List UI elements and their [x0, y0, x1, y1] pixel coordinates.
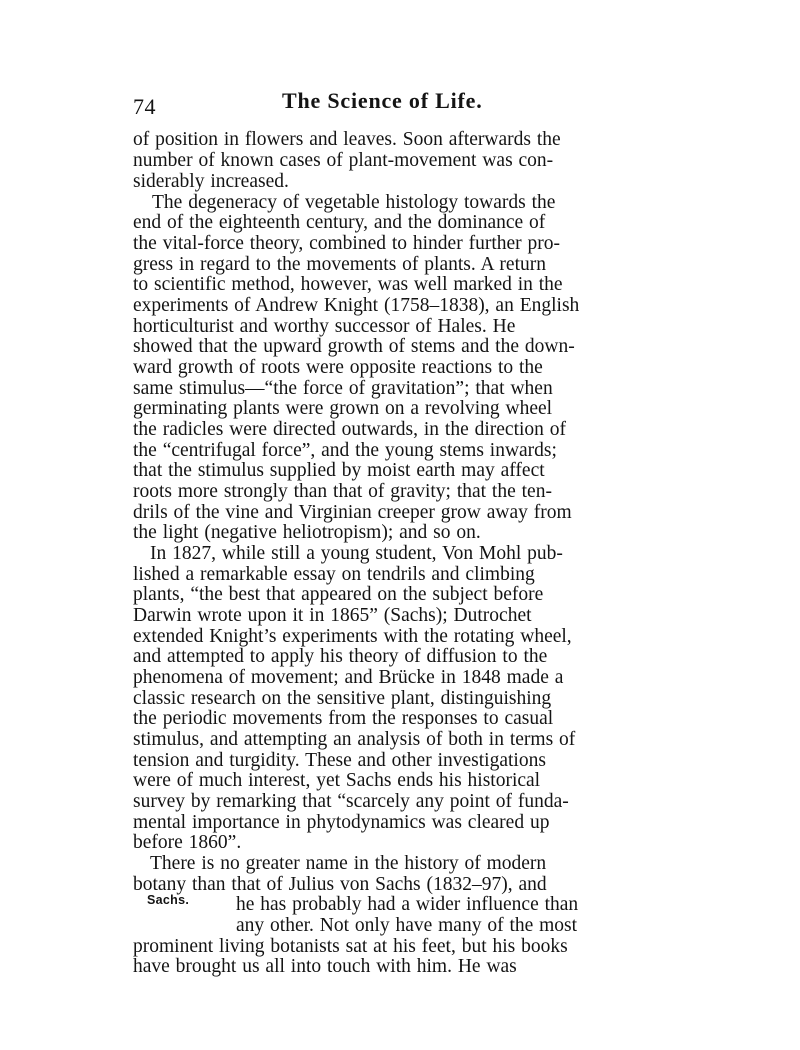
text-line: before 1860”.	[133, 832, 242, 853]
text-line: phenomena of movement; and Brücke in 1848 made a	[133, 667, 564, 688]
text-line: he has probably had a wider influence than	[236, 894, 579, 915]
margin-note: Sachs.	[147, 893, 190, 907]
text-line: tension and turgidity. These and other investigations	[133, 750, 546, 771]
text-line: extended Knight’s experiments with the rotating wheel,	[133, 626, 572, 647]
text-line: lished a remarkable essay on tendrils and climbing	[133, 564, 535, 585]
text-line: gress in regard to the movements of plants. A return	[133, 254, 546, 275]
text-line: to scientific method, however, was well marked in the	[133, 274, 563, 295]
page-header	[130, 88, 660, 118]
text-line: the “centrifugal force”, and the young stems inwards;	[133, 440, 557, 461]
text-line: the periodic movements from the responses to casual	[133, 708, 554, 729]
text-line: prominent living botanists sat at his feet, but his books	[133, 936, 568, 957]
text-line: have brought us all into touch with him. He was	[133, 956, 517, 977]
text-line: There is no greater name in the history of modern	[150, 853, 547, 874]
text-line: Darwin wrote upon it in 1865” (Sachs); Dutrochet	[133, 605, 532, 626]
text-line: mental importance in phytodynamics was cleared up	[133, 812, 550, 833]
text-line: roots more strongly than that of gravity; that the ten-	[133, 481, 552, 502]
text-line: and attempted to apply his theory of diffusion to the	[133, 646, 548, 667]
text-line: horticulturist and worthy successor of Hales. He	[133, 316, 516, 337]
text-line: the radicles were directed outwards, in the direction of	[133, 419, 567, 440]
text-line: germinating plants were grown on a revolving wheel	[133, 398, 553, 419]
text-line: end of the eighteenth century, and the dominance of	[133, 212, 546, 233]
running-title: The Science of Life.	[282, 88, 483, 113]
text-line: the light (negative heliotropism); and so on.	[133, 522, 481, 543]
text-line: experiments of Andrew Knight (1758–1838), an English	[133, 295, 580, 316]
text-line: The degeneracy of vegetable histology towards the	[152, 192, 556, 213]
text-line: the vital-force theory, combined to hinder further pro-	[133, 233, 560, 254]
page-number: 74	[133, 94, 156, 119]
text-line: ward growth of roots were opposite reactions to the	[133, 357, 543, 378]
text-line: botany than that of Julius von Sachs (1832–97), and	[133, 874, 547, 895]
text-line: stimulus, and attempting an analysis of both in terms of	[133, 729, 576, 750]
text-line: survey by remarking that “scarcely any point of funda-	[133, 791, 569, 812]
text-line: of position in flowers and leaves. Soon afterwards the	[133, 129, 561, 150]
text-line: any other. Not only have many of the most	[236, 915, 578, 936]
text-line: plants, “the best that appeared on the subject before	[133, 584, 544, 605]
text-line: classic research on the sensitive plant, distinguishing	[133, 688, 552, 709]
text-line: showed that the upward growth of stems and the down-	[133, 336, 575, 357]
text-line: siderably increased.	[133, 171, 289, 192]
text-line: same stimulus—“the force of gravitation”; that when	[133, 378, 553, 399]
text-line: were of much interest, yet Sachs ends his historical	[133, 770, 541, 791]
text-line: In 1827, while still a young student, Von Mohl pub-	[150, 543, 563, 564]
text-line: drils of the vine and Virginian creeper grow away from	[133, 502, 572, 523]
text-line: that the stimulus supplied by moist earth may affect	[133, 460, 545, 481]
text-line: number of known cases of plant-movement was con-	[133, 150, 554, 171]
